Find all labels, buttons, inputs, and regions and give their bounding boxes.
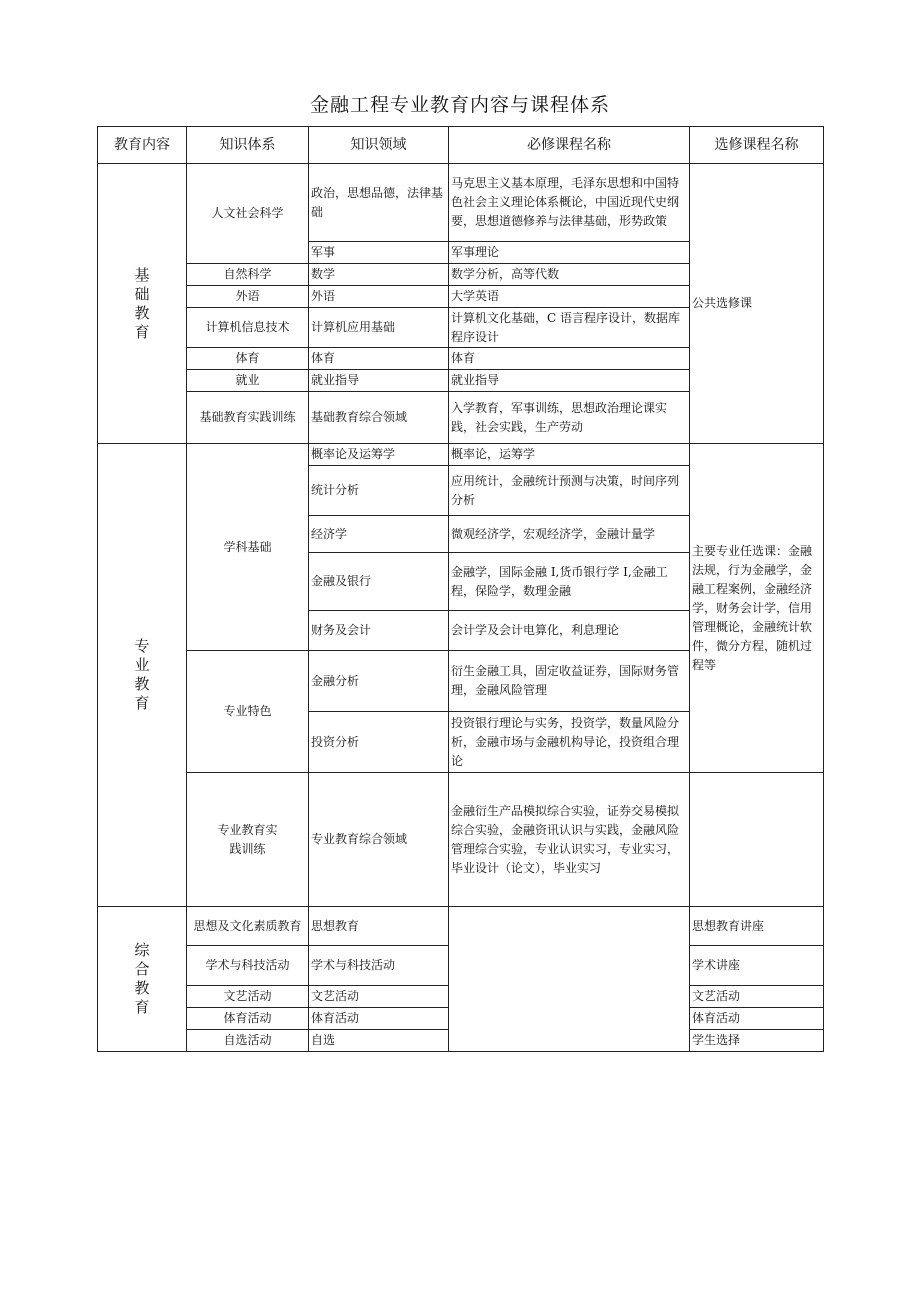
system-cell: 就业: [187, 370, 309, 392]
system-cell: 外语: [187, 286, 309, 308]
domain-cell: 文艺活动: [309, 986, 449, 1008]
elective-cell: 公共选修课: [690, 164, 824, 444]
required-cell: 概率论，运筹学: [449, 444, 690, 466]
domain-cell: 思想教育: [309, 907, 449, 946]
required-cell: 计算机文化基础，C 语言程序设计，数据库程序设计: [449, 308, 690, 348]
elective-cell: 体育活动: [690, 1008, 824, 1030]
header-cell: 知识体系: [187, 127, 309, 164]
required-cell: 金融衍生产品模拟综合实验，证券交易模拟综合实验，金融资讯认识与实践，金融风险管理综合实验，专业认识实习，专业实习，毕业设计（论文），毕业实习: [449, 773, 690, 907]
required-cell: 应用统计，金融统计预测与决策，时间序列分析: [449, 466, 690, 516]
domain-cell: 金融分析: [309, 651, 449, 712]
system-cell: 思想及文化素质教育: [187, 907, 309, 946]
table-row: [98, 907, 824, 946]
required-cell: 投资银行理论与实务，投资学，数量风险分析，金融市场与金融机构导论，投资组合理论: [449, 712, 690, 773]
domain-cell: 外语: [309, 286, 449, 308]
domain-cell: 专业教育综合领域: [309, 773, 449, 907]
domain-cell: 计算机应用基础: [309, 308, 449, 348]
required-cell: 会计学及会计电算化，利息理论: [449, 611, 690, 651]
domain-cell: 就业指导: [309, 370, 449, 392]
elective-cell: 思想教育讲座: [690, 907, 824, 946]
header-cell: 必修课程名称: [449, 127, 690, 164]
system-cell: 学科基础: [187, 444, 309, 651]
section-comprehensive: 综合教育: [98, 907, 187, 1052]
elective-cell-empty: [690, 773, 824, 907]
domain-cell: 体育活动: [309, 1008, 449, 1030]
page-title: 金融工程专业教育内容与课程体系: [309, 94, 610, 116]
domain-cell: 自选: [309, 1030, 449, 1052]
required-cell: 就业指导: [449, 370, 690, 392]
required-cell: 微观经济学，宏观经济学，金融计量学: [449, 516, 690, 553]
header-cell: 选修课程名称: [690, 127, 824, 164]
table-row: [98, 164, 824, 242]
domain-cell: 金融及银行: [309, 553, 449, 611]
required-cell: 衍生金融工具，固定收益证券，国际财务管理，金融风险管理: [449, 651, 690, 712]
system-cell: 专业特色: [187, 651, 309, 773]
domain-cell: 基础教育综合领域: [309, 392, 449, 444]
system-label: 专业教育实践训练: [217, 822, 278, 856]
curriculum-table: [97, 126, 824, 1052]
domain-cell: 概率论及运筹学: [309, 444, 449, 466]
system-cell: 文艺活动: [187, 986, 309, 1008]
domain-cell: 政治，思想品德，法律基础: [309, 164, 449, 242]
required-cell: 体育: [449, 348, 690, 370]
required-cell: 军事理论: [449, 242, 690, 264]
system-cell: 自选活动: [187, 1030, 309, 1052]
table-row: [98, 773, 824, 907]
elective-cell: 学生选择: [690, 1030, 824, 1052]
domain-cell: 军事: [309, 242, 449, 264]
required-cell: 金融学，国际金融 I,货币银行学 I,金融工程，保险学，数理金融: [449, 553, 690, 611]
elective-cell: 文艺活动: [690, 986, 824, 1008]
system-cell: 自然科学: [187, 264, 309, 286]
system-cell: 体育活动: [187, 1008, 309, 1030]
header-cell: 知识领域: [309, 127, 449, 164]
system-cell: 体育: [187, 348, 309, 370]
required-cell: 数学分析，高等代数: [449, 264, 690, 286]
required-cell-empty: [449, 907, 690, 1052]
domain-cell: 数学: [309, 264, 449, 286]
table-row: [98, 444, 824, 466]
required-cell: 大学英语: [449, 286, 690, 308]
domain-cell: 经济学: [309, 516, 449, 553]
system-cell: [187, 773, 309, 907]
header-cell: 教育内容: [98, 127, 187, 164]
domain-cell: 统计分析: [309, 466, 449, 516]
elective-cell: 学术讲座: [690, 946, 824, 986]
domain-cell: 学术与科技活动: [309, 946, 449, 986]
section-major: 专业教育: [98, 444, 187, 907]
domain-cell: 财务及会计: [309, 611, 449, 651]
required-cell: 入学教育，军事训练，思想政治理论课实践，社会实践，生产劳动: [449, 392, 690, 444]
system-cell: 人文社会科学: [187, 164, 309, 264]
section-basic: 基础教育: [98, 164, 187, 444]
required-cell: 马克思主义基本原理，毛泽东思想和中国特色社会主义理论体系概论，中国近现代史纲要，思想道德修养与法律基础，形势政策: [449, 164, 690, 242]
domain-cell: 投资分析: [309, 712, 449, 773]
elective-cell: 主要专业任选课：金融法规，行为金融学，金融工程案例，金融经济学，财务会计学，信用管理概论，金融统计软件，微分方程，随机过程等: [690, 444, 824, 773]
system-cell: 基础教育实践训练: [187, 392, 309, 444]
domain-cell: 体育: [309, 348, 449, 370]
system-cell: 学术与科技活动: [187, 946, 309, 986]
system-cell: 计算机信息技术: [187, 308, 309, 348]
header-row: [98, 127, 824, 164]
